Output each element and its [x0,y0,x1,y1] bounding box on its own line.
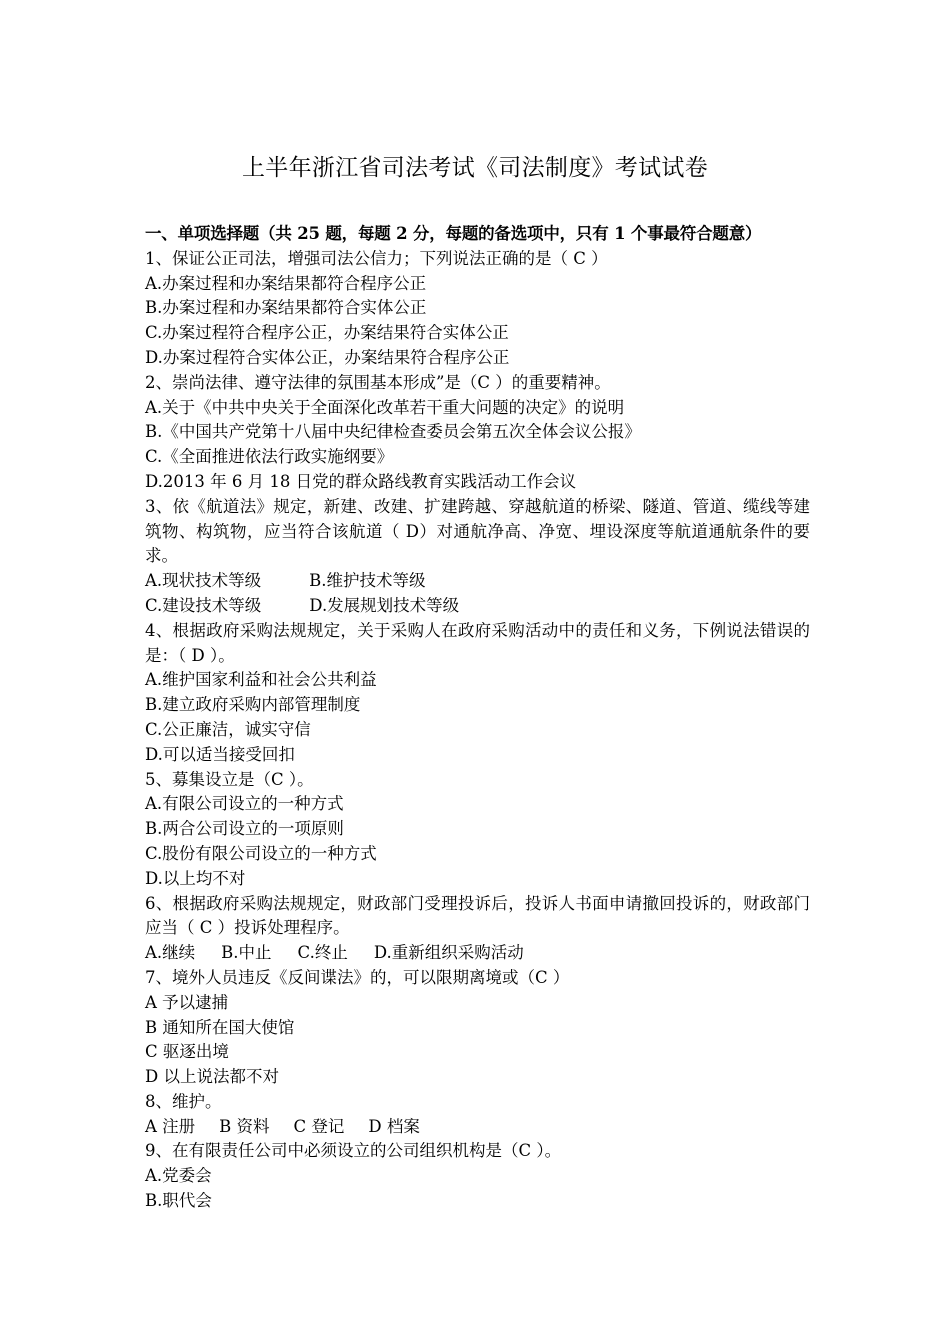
question-8-option-c: C 登记 [293,1116,345,1136]
section-heading: 一、单项选择题（共 25 题，每题 2 分，每题的备选项中，只有 1 个事最符合题意） [145,224,762,243]
question-1-option-d: D.办案过程符合实体公正，办案结果符合程序公正 [145,347,510,367]
question-8-options-row [145,1115,810,1140]
question-4-option-d: D.可以适当接受回扣 [145,744,295,764]
question-9-option-a: A.党委会 [145,1166,212,1186]
question-6-option-a: A.继续 [145,943,196,963]
question-2-option-a: A.关于《中共中央关于全面深化改革若干重大问题的决定》的说明 [145,397,625,417]
question-8-stem: 8、维护。 [145,1091,222,1111]
question-6-option-d: D.重新组织采购活动 [373,943,524,963]
question-8-option-a: A 注册 [145,1116,196,1136]
question-2-option-d: D.2013 年 6 月 18 日党的群众路线教育实践活动工作会议 [145,471,577,491]
question-3-options-row-2 [145,594,810,619]
question-3-option-d: D.发展规划技术等级 [309,595,460,615]
question-5-option-d: D.以上均不对 [145,868,246,888]
question-1-stem: 1、保证公正司法，增强司法公信力；下列说法正确的是（ C ） [145,248,608,268]
question-7-option-a: A 予以逮捕 [145,992,229,1012]
question-7-stem: 7、境外人员违反《反间谍法》的，可以限期离境或（C ） [145,967,570,987]
question-2-stem: 2、崇尚法律、遵守法律的氛围基本形成”是（C ）的重要精神。 [145,372,611,392]
question-1-option-c: C.办案过程符合程序公正，办案结果符合实体公正 [145,323,509,343]
question-3-option-b: B.维护技术等级 [309,571,426,591]
question-4-option-b: B.建立政府采购内部管理制度 [145,695,361,715]
question-5-option-a: A.有限公司设立的一种方式 [145,794,344,814]
question-5-option-c: C.股份有限公司设立的一种方式 [145,843,377,863]
question-6-options-row [145,941,810,966]
question-4-option-c: C.公正廉洁，诚实守信 [145,719,311,739]
question-2-option-c: C.《全面推进依法行政实施纲要》 [145,447,394,467]
question-3-options-row-1 [145,569,810,594]
question-3-option-c: C.建设技术等级 [145,595,262,615]
question-9-option-b: B.职代会 [145,1191,212,1211]
question-8-option-d: D 档案 [368,1116,420,1136]
document-body [145,222,810,1214]
question-7-option-b: B 通知所在国大使馆 [145,1017,295,1037]
question-9-stem: 9、在有限责任公司中必须设立的公司组织机构是（C ）。 [145,1141,562,1161]
question-2-option-b: B.《中国共产党第十八届中央纪律检查委员会第五次全体会议公报》 [145,422,641,442]
question-4-option-a: A.维护国家利益和社会公共利益 [145,670,377,690]
question-3-option-a: A.现状技术等级 [145,571,262,591]
question-6-option-c: C.终止 [297,943,348,963]
question-6-option-b: B.中止 [221,943,272,963]
question-6-stem: 6、根据政府采购法规规定，财政部门受理投诉后，投诉人书面申请撤回投诉的，财政部门应当（ C ）投诉处理程序。 [145,893,810,938]
question-1-option-a: A.办案过程和办案结果都符合程序公正 [145,273,427,293]
document-title: 上半年浙江省司法考试《司法制度》考试试卷 [242,155,708,181]
question-1-option-b: B.办案过程和办案结果都符合实体公正 [145,298,427,318]
question-7-option-c: C 驱逐出境 [145,1042,229,1062]
question-5-stem: 5、募集设立是（C ）。 [145,769,314,789]
question-3-stem: 3、依《航道法》规定，新建、改建、扩建跨越、穿越航道的桥梁、隧道、管道、缆线等建筑物、构筑物，应当符合该航道（ D）对通航净高、净宽、埋设深度等航道通航条件的要求。 [145,496,810,566]
question-7-option-d: D 以上说法都不对 [145,1067,279,1087]
question-5-option-b: B.两合公司设立的一项原则 [145,819,344,839]
question-4-stem: 4、根据政府采购法规规定，关于采购人在政府采购活动中的责任和义务，下例说法错误的是：（ D ）。 [145,620,810,665]
question-8-option-b: B 资料 [219,1116,270,1136]
